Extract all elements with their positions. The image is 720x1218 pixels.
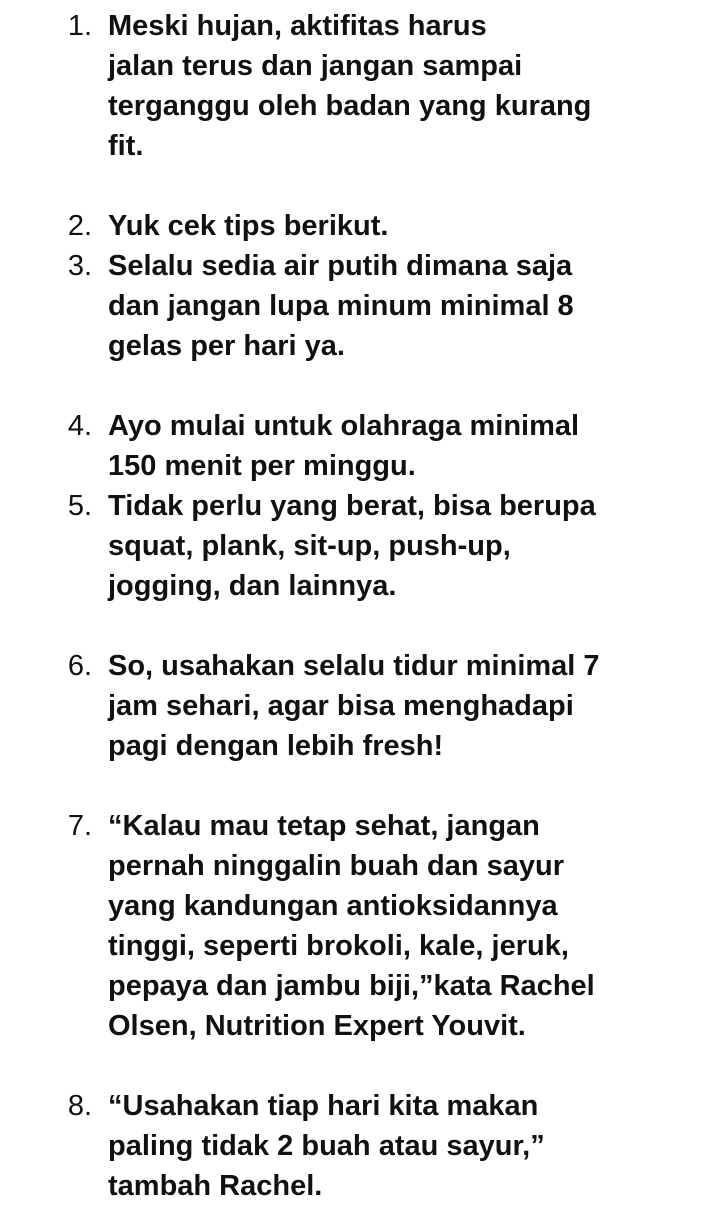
- list-item-text-line: “Usahakan tiap hari kita makan: [108, 1090, 539, 1122]
- list-number: 3.: [67, 250, 92, 282]
- list-number: 7.: [67, 810, 92, 842]
- list-item-text-line: squat, plank, sit-up, push-up,: [108, 530, 511, 562]
- list-number: 8.: [67, 1090, 92, 1122]
- list-number: 5.: [67, 490, 92, 522]
- list-item-text-line: Ayo mulai untuk olahraga minimal: [108, 410, 580, 442]
- list-number: 6.: [67, 650, 92, 682]
- list-item-text-line: “Kalau mau tetap sehat, jangan: [108, 810, 540, 842]
- list-item-text-line: paling tidak 2 buah atau sayur,”: [108, 1130, 545, 1162]
- list-number: 4.: [67, 410, 92, 442]
- list-number: 2.: [67, 210, 92, 242]
- list-item-text-line: Olsen, Nutrition Expert Youvit.: [108, 1010, 526, 1042]
- list-number: 1.: [67, 10, 92, 42]
- list-item-text-line: tinggi, seperti brokoli, kale, jeruk,: [108, 930, 569, 962]
- list-item-text-line: Selalu sedia air putih dimana saja: [108, 250, 573, 282]
- list-item-text-line: Meski hujan, aktifitas harus: [108, 10, 487, 42]
- list-item-text-line: pernah ninggalin buah dan sayur: [108, 850, 564, 882]
- list-item-text-line: pepaya dan jambu biji,”kata Rachel: [108, 970, 595, 1002]
- list-item-text-line: yang kandungan antioksidannya: [108, 890, 558, 922]
- list-item-text-line: jogging, dan lainnya.: [108, 570, 397, 602]
- list-item-text-line: 150 menit per minggu.: [108, 450, 416, 482]
- list-item-text-line: pagi dengan lebih fresh!: [108, 730, 444, 762]
- list-item-text-line: gelas per hari ya.: [108, 330, 345, 362]
- list-item-text-line: fit.: [108, 130, 144, 162]
- list-item-text-line: jam sehari, agar bisa menghadapi: [108, 690, 574, 722]
- list-item-text-line: Yuk cek tips berikut.: [108, 210, 389, 242]
- list-item-text-line: Tidak perlu yang berat, bisa berupa: [108, 490, 596, 522]
- list-item-text-line: dan jangan lupa minum minimal 8: [108, 290, 574, 322]
- list-item-text-line: terganggu oleh badan yang kurang: [108, 90, 592, 122]
- list-item-text-line: So, usahakan selalu tidur minimal 7: [108, 650, 600, 682]
- list-item-text-line: tambah Rachel.: [108, 1170, 323, 1202]
- list-item-text-line: jalan terus dan jangan sampai: [108, 50, 523, 82]
